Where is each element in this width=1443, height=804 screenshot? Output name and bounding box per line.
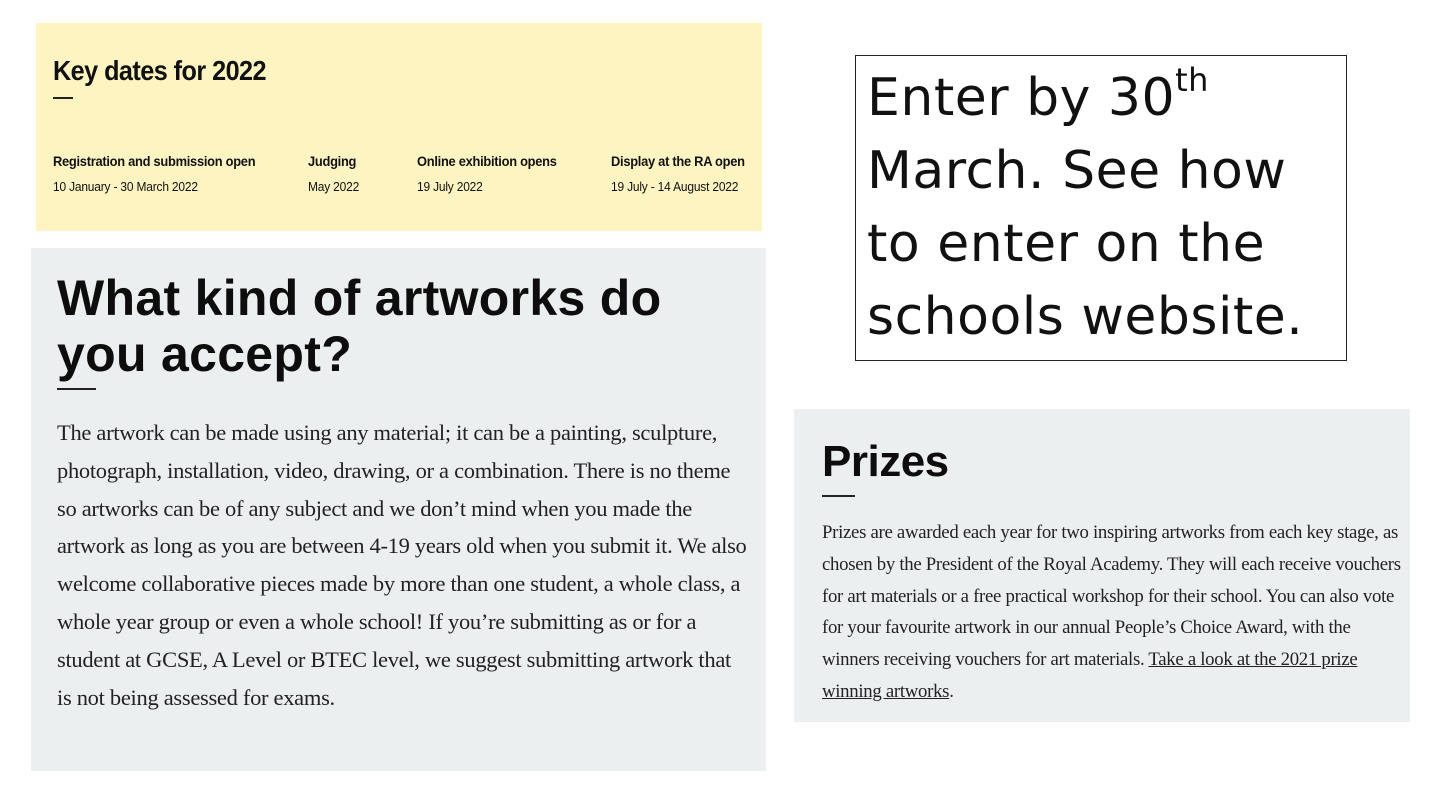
key-dates-panel bbox=[36, 23, 762, 231]
prizes-heading: Prizes bbox=[822, 437, 949, 486]
date-value: 10 January - 30 March 2022 bbox=[53, 179, 198, 194]
prize-winners-link[interactable]: Take a look at the 2021 prize winning artworks bbox=[822, 649, 1358, 702]
date-label: Registration and submission open bbox=[53, 153, 256, 169]
title-divider bbox=[53, 97, 73, 99]
date-item-display bbox=[611, 153, 756, 194]
artworks-body-text: The artwork can be made using any material; it can be a painting, sculpture, photograph, installation, video, drawing, or a combination. There is no theme so artworks can be of any subject and we don’t mind when you made the artwork as long as you are between 4-19 years old when you submit it. We also welcome collaborative pieces made by more than one student, a whole class, a whole year group or even a whole school! If you’re submitting as or for a student at GCSE, A Level or BTEC level, we suggest submitting artwork that is not being assessed for exams. bbox=[57, 420, 747, 710]
heading-divider bbox=[57, 388, 96, 390]
date-value: 19 July - 14 August 2022 bbox=[611, 179, 739, 194]
prizes-body-text bbox=[822, 517, 1402, 708]
prizes-text: Prizes are awarded each year for two inspiring artworks from each key stage, as chosen by the President of the Royal Academy. They will each receive vouchers for art materials or a free practical workshop for their school. You can also vote for your favourite artwork in our annual People’s Choice Award, with the winners receiving vouchers for art materials. bbox=[822, 522, 1401, 671]
date-item-registration bbox=[53, 153, 273, 194]
date-label: Display at the RA open bbox=[611, 153, 745, 169]
enter-text-end: March. See how to enter on the schools website. bbox=[867, 141, 1304, 347]
date-label: Judging bbox=[308, 153, 357, 169]
artworks-panel bbox=[31, 248, 766, 771]
enter-text-start: Enter by 30 bbox=[867, 68, 1176, 128]
enter-callout-box bbox=[855, 55, 1347, 361]
prizes-panel bbox=[794, 409, 1410, 722]
heading-divider bbox=[822, 495, 855, 497]
date-value: May 2022 bbox=[308, 179, 360, 194]
date-value: 19 July 2022 bbox=[417, 179, 483, 194]
artworks-heading: What kind of artworks do you accept? bbox=[57, 270, 662, 382]
date-item-judging bbox=[308, 153, 364, 194]
key-dates-title: Key dates for 2022 bbox=[53, 55, 267, 86]
enter-text-ordinal: th bbox=[1175, 61, 1209, 99]
prizes-text-end: . bbox=[949, 680, 954, 702]
date-item-online-exhibition bbox=[417, 153, 569, 194]
date-label: Online exhibition opens bbox=[417, 153, 557, 169]
enter-callout-text bbox=[867, 62, 1342, 354]
